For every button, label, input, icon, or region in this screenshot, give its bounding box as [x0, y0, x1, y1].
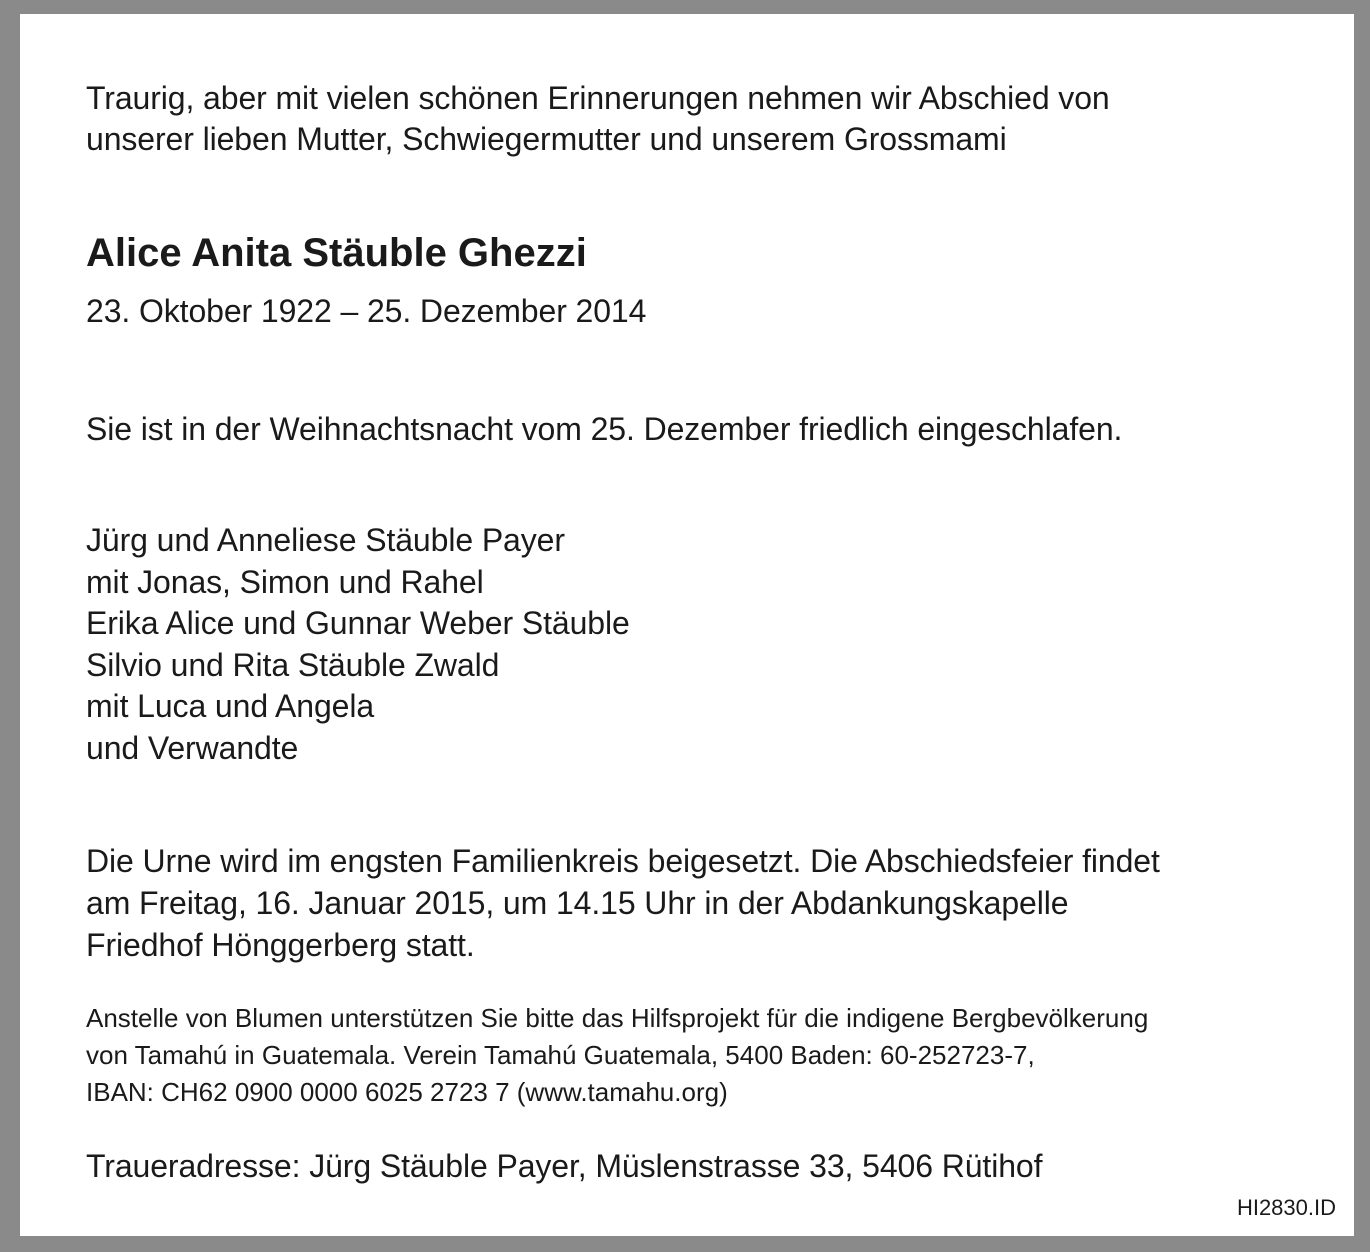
intro-line-1: Traurig, aber mit vielen schönen Erinnerungen nehmen wir Abschied von: [86, 80, 1110, 116]
intro-line-2: unserer lieben Mutter, Schwiegermutter und unserem Grossmami: [86, 121, 1007, 157]
family-line: und Verwandte: [86, 730, 299, 766]
donation-line: IBAN: CH62 0900 0000 6025 2723 7 (www.tamahu.org): [86, 1077, 728, 1107]
donation-line: von Tamahú in Guatemala. Verein Tamahú Guatemala, 5400 Baden: 60-252723-7,: [86, 1040, 1035, 1070]
ceremony-line: Die Urne wird im engsten Familienkreis beigesetzt. Die Abschiedsfeier findet: [86, 843, 1160, 879]
donation-line: Anstelle von Blumen unterstützen Sie bitte das Hilfsprojekt für die indigene Bergbevölkerung: [86, 1003, 1149, 1033]
family-line: mit Jonas, Simon und Rahel: [86, 564, 484, 600]
family-line: mit Luca und Angela: [86, 688, 375, 724]
family-line: Jürg und Anneliese Stäuble Payer: [86, 522, 565, 558]
deceased-name: Alice Anita Stäuble Ghezzi: [86, 231, 587, 275]
family-line: Silvio und Rita Stäuble Zwald: [86, 647, 500, 683]
passing-statement: Sie ist in der Weihnachtsnacht vom 25. Dezember friedlich eingeschlafen.: [86, 411, 1123, 447]
reference-code: HI2830.ID: [1236, 1195, 1336, 1220]
life-dates: 23. Oktober 1922 – 25. Dezember 2014: [86, 293, 647, 329]
ceremony-line: Friedhof Hönggerberg statt.: [86, 927, 475, 963]
ceremony-line: am Freitag, 16. Januar 2015, um 14.15 Uhr in der Abdankungskapelle: [86, 885, 1069, 921]
mourning-address: Traueradresse: Jürg Stäuble Payer, Müslenstrasse 33, 5406 Rütihof: [86, 1148, 1043, 1184]
obituary-notice: [20, 14, 1354, 1236]
family-line: Erika Alice und Gunnar Weber Stäuble: [86, 605, 630, 641]
